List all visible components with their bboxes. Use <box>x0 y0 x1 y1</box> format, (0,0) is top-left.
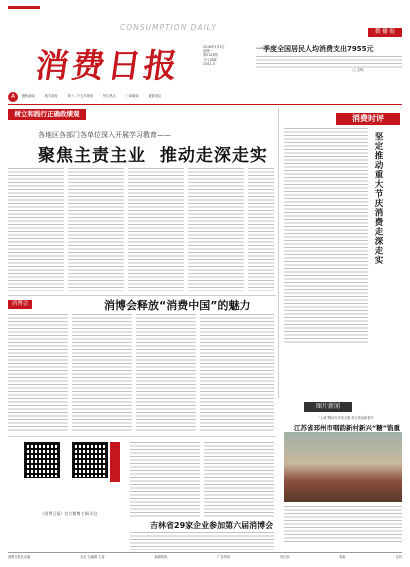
masthead-english: CONSUMPTION DAILY <box>120 23 217 32</box>
bottom-story-body-2 <box>204 442 274 518</box>
right-column-body <box>284 128 368 343</box>
footer-item: 地址 <box>339 555 346 559</box>
footer-divider <box>8 552 402 553</box>
nav-badge: A <box>8 92 18 102</box>
nav-item[interactable]: 第十二个五年规划 <box>67 94 93 98</box>
right-column-tag: 消费时评 <box>336 113 400 125</box>
nav-divider <box>8 104 402 105</box>
top-headline-source: （上文网） <box>350 68 366 72</box>
footer-item: 定价 <box>395 555 402 559</box>
right-column-divider <box>278 108 279 398</box>
mid-article-column-4 <box>200 314 274 432</box>
top-headline: 一季度全国居民人均消费支出7955元 <box>256 45 374 53</box>
bottom-story-headline: 吉林省29家企业参加第六届消博会 <box>150 521 274 530</box>
section-divider-2 <box>8 436 276 437</box>
section-divider <box>8 295 276 296</box>
mid-article-column-1 <box>8 314 68 432</box>
issue-code: CN11-0 <box>203 61 215 66</box>
photo-news-subhead: 江苏省邳州市咽韵新村新兴“糖”馅重 <box>293 424 401 432</box>
photo-news-image <box>284 432 402 502</box>
qr-side-banner <box>110 442 120 482</box>
main-article-column-1 <box>8 168 64 291</box>
nav-item[interactable]: 地方政府 <box>44 94 58 98</box>
top-headline-body <box>256 56 402 68</box>
main-article-column-5 <box>248 168 274 291</box>
footer-item: 消费日报社出版 <box>8 555 31 559</box>
main-article-column-3 <box>128 168 184 291</box>
mid-section-headline: 消博会释放“消费中国”的魅力 <box>104 299 251 312</box>
top-corner-accent <box>8 6 40 9</box>
footer <box>8 555 402 559</box>
main-article-column-2 <box>68 168 124 291</box>
kicker: 各地区各部门各单位深入开展学习教育—— <box>38 131 171 139</box>
mid-section-tag: 消博会 <box>8 300 32 309</box>
issue-weekday: 星期一 <box>203 49 213 54</box>
issue-pages: 今日16版 <box>203 57 217 62</box>
footer-item: 发行部 <box>279 555 290 559</box>
nav-item[interactable]: 厂商新闻 <box>125 94 139 98</box>
bottom-story-body-3 <box>130 532 274 550</box>
bottom-story-body-1 <box>130 442 200 518</box>
photo-news-caption: “土味”陶坊办年货大街 村头美食新春节 <box>318 416 374 420</box>
main-headline: 聚焦主责主业 推动走深走实 <box>38 146 268 166</box>
masthead-logo: 消费日报 <box>32 46 183 85</box>
main-article-column-4 <box>188 168 244 291</box>
nav-item[interactable]: 聚焦新闻 <box>22 94 35 98</box>
issue-info <box>203 45 245 66</box>
footer-item: 广告热线 <box>217 555 230 559</box>
footer-item: 新闻热线 <box>154 555 168 559</box>
photo-news-label: 图片新闻 <box>304 402 352 412</box>
photo-news-body <box>284 506 402 542</box>
mid-article-column-2 <box>72 314 132 432</box>
mid-article-column-3 <box>136 314 196 432</box>
issue-number: 第5123期 <box>203 53 218 58</box>
right-column-vertical-title: 坚定推动重大节庆消费走深走实 <box>373 132 383 265</box>
footer-item: 社长·总编辑 主管 <box>80 555 105 559</box>
qr-code-left[interactable] <box>24 442 60 478</box>
section-banner: 树立和践行正确政绩观 <box>8 109 86 120</box>
nav-strip <box>22 94 402 98</box>
qr-caption: 《消费日报》官方微博 扫码关注 <box>40 511 98 516</box>
micro-broadcast-label: 微 播 报 <box>368 28 402 37</box>
issue-date: 2016年3月2日 <box>203 45 225 49</box>
nav-item[interactable]: 每日热点 <box>103 94 116 98</box>
nav-item[interactable]: 最新消息 <box>148 94 162 98</box>
qr-code-right[interactable] <box>72 442 108 478</box>
